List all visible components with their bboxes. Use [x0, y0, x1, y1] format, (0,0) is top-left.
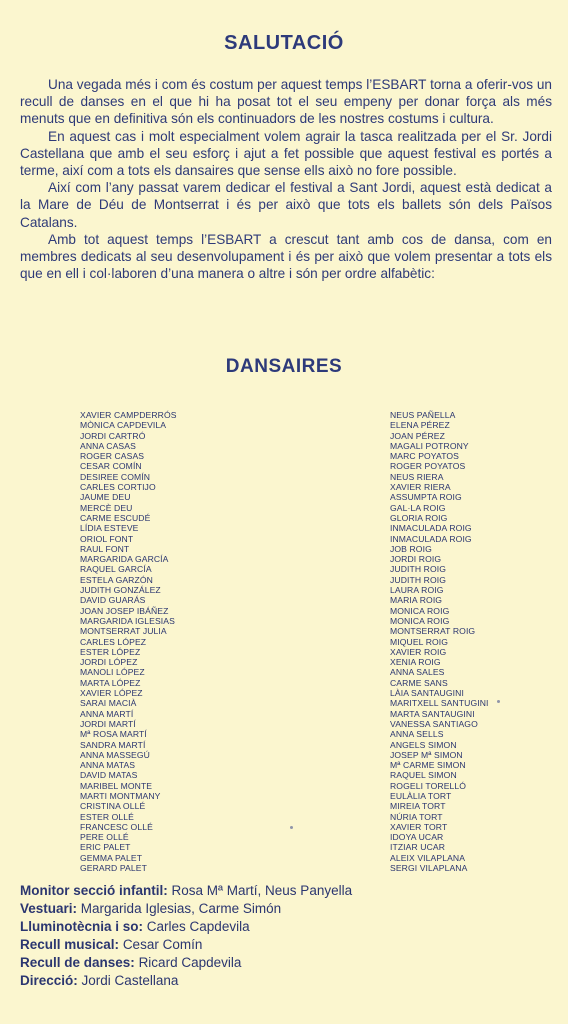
dancer-name: XAVIER CAMPDERRÓS [80, 410, 177, 420]
dancer-name: INMACULADA ROIG [390, 533, 472, 544]
dancer-name: RAQUEL SIMON [390, 770, 457, 781]
dancer-name: MAGALI POTRONY [390, 440, 469, 451]
dancer-name: ROGER POYATOS [390, 461, 466, 472]
dancer-name: MIQUEL ROIG [390, 636, 449, 647]
credit-people: Rosa Mª Martí, Neus Panyella [171, 883, 353, 898]
credit-role: Lluminotècnia i so: [20, 919, 144, 934]
dancer-name: GAL·LA ROIG [390, 502, 446, 513]
dancer-name: JUDITH ROIG [390, 564, 447, 575]
dancer-name: ANNA MARTÍ [80, 708, 134, 719]
ink-speck [497, 700, 500, 703]
credit-line [20, 882, 550, 900]
dancer-name: EULÀLIA TORT [390, 790, 452, 801]
dancer-name: MONTSERRAT JULIA [80, 626, 167, 637]
dancer-name: JOAN PÉREZ [390, 430, 445, 441]
dancer-name: JUDITH GONZÁLEZ [80, 585, 161, 596]
section-title-dancers: DANSAIRES [225, 356, 343, 377]
dancer-name: ROGER CASAS [80, 451, 145, 462]
dancer-name: CARME ESCUDÉ [80, 512, 151, 523]
dancer-name: MARITXELL SANTUGINI [390, 698, 489, 709]
dancer-name: MARTA LÓPEZ [80, 677, 141, 688]
dancer-name: GERARD PALET [80, 863, 147, 874]
dancer-name: NEUS RIERA [390, 471, 444, 482]
dancer-name: ESTER LÓPEZ [80, 646, 141, 657]
dancer-name: JOSEP Mª SIMON [390, 749, 463, 760]
dancer-name: XENIA ROIG [390, 657, 441, 668]
credit-line [20, 954, 550, 972]
dancer-name: ANNA MATAS [80, 760, 136, 771]
dancer-name: JORDI LÓPEZ [80, 657, 138, 668]
dancer-name: JORDI ROIG [390, 554, 442, 565]
dancer-name: MARGARIDA GARCÍA [80, 554, 169, 565]
credit-people: Cesar Comín [122, 937, 203, 952]
credit-people: Jordi Castellana [81, 973, 179, 988]
dancer-name: Mª ROSA MARTÍ [80, 729, 147, 740]
dancer-name: MARTA SANTAUGINI [390, 708, 475, 719]
dancer-name: CRISTINA OLLÉ [80, 801, 146, 812]
dancer-name: RAQUEL GARCÍA [80, 564, 152, 575]
dancer-name: XAVIER LÓPEZ [80, 688, 143, 699]
dancer-name: CARLES CORTIJO [80, 482, 156, 493]
dancer-name: ANNA SELLS [390, 729, 444, 740]
dancer-name: MONICA ROIG [390, 615, 450, 626]
intro-paragraph: Una vegada més i com és costum per aquest temps l’ESBART torna a oferir-vos un recull de danses en el que hi ha posat tot el seu empeny per donar força als més menuts que en definitiva són els continuadors de les nostres costums i cultura. [20, 77, 552, 127]
dancer-name: ELENA PÉREZ [390, 420, 450, 431]
credit-people: Margarida Iglesias, Carme Simón [80, 901, 282, 916]
credit-line [20, 936, 550, 954]
page-title: SALUTACIÓ [224, 32, 344, 54]
dancers-list-left [80, 410, 300, 873]
dancer-name: ANNA MASSEGÚ [80, 749, 150, 760]
credit-line [20, 972, 550, 990]
credit-role: Recull musical: [20, 937, 120, 952]
dancer-name: Mª CARME SIMON [390, 760, 466, 771]
dancer-name: VANESSA SANTIAGO [390, 718, 478, 729]
dancer-name: MONICA ROIG [390, 605, 450, 616]
dancer-name: NÚRIA TORT [390, 811, 443, 822]
dancer-name: LÀIA SANTAUGINI [390, 688, 464, 699]
credit-people: Ricard Capdevila [138, 955, 242, 970]
intro-paragraph: En aquest cas i molt especialment volem agrair la tasca realitzada per el Sr. Jordi Castellana que amb el seu esforç i ajut a fet possible que aquest festival es portés a terme, així com a tots els dansaires que sense ells això no fore possible. [20, 128, 552, 179]
dancer-name: ORIOL FONT [80, 533, 134, 544]
dancer-name: GLORIA ROIG [390, 512, 448, 523]
dancer-name: DESIREE COMÍN [80, 471, 151, 482]
dancer-name: MERCÈ DEU [80, 502, 133, 513]
dancer-name: MARGARIDA IGLESIAS [80, 615, 175, 626]
ink-speck [290, 826, 293, 829]
dancer-name: INMACULADA ROIG [390, 523, 472, 534]
dancer-name: DAVID MATAS [80, 770, 138, 781]
dancer-name: JORDI CARTRÓ [80, 430, 146, 441]
dancer-name: LÍDIA ESTEVE [80, 523, 139, 534]
dancer-name: MARIA ROIG [390, 595, 443, 606]
dancer-name: RAUL FONT [80, 543, 130, 554]
dancer-name: MÒNICA CAPDEVILA [80, 420, 167, 431]
dancer-name: ERIC PALET [80, 842, 131, 853]
dancer-name: XAVIER RIERA [390, 482, 451, 493]
dancer-name: MARTI MONTMANY [80, 790, 161, 801]
dancers-list-right [390, 410, 568, 873]
intro-paragraph: Així com l’any passat varem dedicar el festival a Sant Jordi, aquest està dedicat a la Mare de Déu de Montserrat i és per això que tots els ballets són dels Països Catalans. [20, 180, 552, 230]
intro-paragraph: Amb tot aquest temps l’ESBART a crescut tant amb cos de dansa, com en membres dedicats al seu desenvolupament i és per això que volem presentar a tots els que en ell i col·laboren d’una manera o altre i són per ordre alfabètic: [20, 231, 552, 282]
credit-role: Recull de danses: [20, 955, 135, 970]
credit-line [20, 918, 550, 936]
dancer-name: JUDITH ROIG [390, 574, 447, 585]
dancer-name: JORDI MARTÍ [80, 718, 136, 729]
dancer-name: NEUS PAÑELLA [390, 410, 456, 420]
dancer-name: MARIBEL MONTE [80, 780, 153, 791]
credit-role: Direcció: [20, 973, 78, 988]
dancer-name: ESTER OLLÉ [80, 811, 135, 822]
dancer-name: ANNA SALES [390, 667, 445, 678]
dancer-name: JOAN JOSEP IBÁÑEZ [80, 605, 169, 616]
dancer-name: MIREIA TORT [390, 801, 446, 812]
credit-line [20, 900, 550, 918]
greeting-text [20, 76, 552, 282]
dancer-name: JOB ROIG [390, 543, 432, 554]
dancer-name: XAVIER ROIG [390, 646, 447, 657]
dancer-name: CARLES LÓPEZ [80, 636, 147, 647]
dancer-name: GEMMA PALET [80, 852, 143, 863]
credits-list [20, 882, 550, 990]
dancer-name: PERE OLLÉ [80, 832, 129, 843]
dancer-name: CESAR COMÍN [80, 461, 142, 472]
dancer-name: DAVID GUARÁS [80, 595, 146, 606]
dancer-name: ASSUMPTA ROIG [390, 492, 462, 503]
dancer-name: SERGI VILAPLANA [390, 863, 468, 874]
dancer-name: FRANCESC OLLÉ [80, 821, 153, 832]
dancer-name: LAURA ROIG [390, 585, 444, 596]
dancer-name: XAVIER TORT [390, 821, 448, 832]
dancer-name: MARC POYATOS [390, 451, 460, 462]
dancer-name: ESTELA GARZÓN [80, 574, 153, 585]
credit-role: Vestuari: [20, 901, 78, 916]
dancer-name: ANNA CASAS [80, 440, 136, 451]
dancer-name: ALEIX VILAPLANA [390, 852, 466, 863]
credit-people: Carles Capdevila [146, 919, 250, 934]
dancer-name: ITZIAR UCAR [390, 842, 446, 853]
credit-role: Monitor secció infantil: [20, 883, 168, 898]
dancer-name: MANOLI LÓPEZ [80, 667, 145, 678]
dancer-name: ANGELS SIMON [390, 739, 457, 750]
dancer-name: CARME SANS [390, 677, 448, 688]
dancer-name: SARAI MACIÀ [80, 698, 137, 709]
dancer-name: ROGELI TORELLÓ [390, 780, 467, 791]
dancer-name: SANDRA MARTÍ [80, 739, 146, 750]
dancer-name: IDOYA UCAR [390, 832, 444, 843]
dancer-name: JAUME DEU [80, 492, 131, 503]
dancer-name: MONTSERRAT ROIG [390, 626, 476, 637]
